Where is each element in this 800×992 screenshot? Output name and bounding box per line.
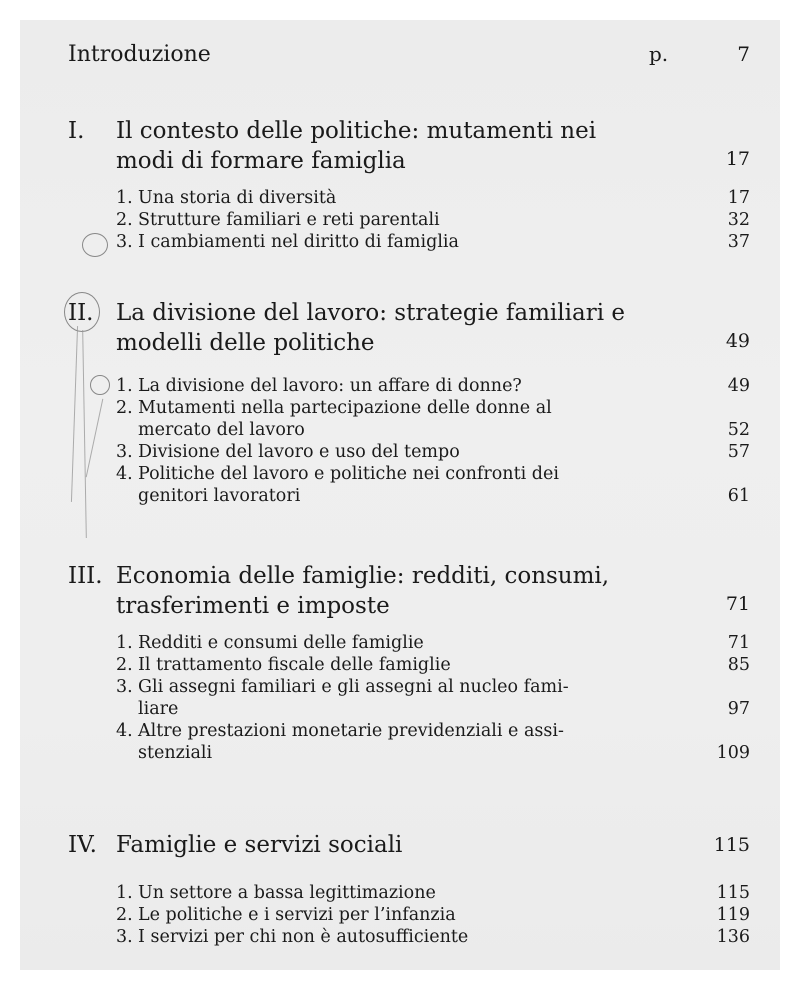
section-title: I servizi per chi non è autosufficiente (138, 927, 469, 947)
pencil-circle-icon (64, 292, 100, 332)
chapter-page: 71 (725, 593, 750, 615)
section-title-continued: genitori lavoratori (138, 486, 301, 506)
chapter-numeral: I. (68, 118, 85, 144)
introduction-title: Introduzione (68, 42, 211, 67)
section-title: Divisione del lavoro e uso del tempo (138, 442, 460, 462)
section-page: 52 (727, 420, 750, 440)
book-page (20, 20, 780, 970)
section-number: 4. (116, 464, 133, 484)
section-title-continued: liare (138, 699, 179, 719)
section-number: 2. (116, 905, 133, 925)
section-title: Gli assegni familiari e gli assegni al nucleo fami- (138, 677, 569, 697)
pencil-margin-line-icon (82, 330, 87, 538)
chapter-numeral: IV. (68, 832, 97, 858)
page-prefix: p. (649, 42, 669, 66)
section-title: I cambiamenti nel diritto di famiglia (138, 232, 459, 252)
section-title: La divisione del lavoro: un affare di donne? (138, 376, 522, 396)
section-number: 1. (116, 883, 133, 903)
chapter-title: Economia delle famiglie: redditi, consumi, trasferimenti e imposte (116, 563, 610, 619)
section-page: 136 (716, 927, 750, 947)
chapter-page: 17 (725, 148, 750, 170)
section-number: 1. (116, 633, 133, 653)
chapter-title: Famiglie e servizi sociali (116, 832, 403, 858)
section-page: 17 (727, 188, 750, 208)
section-title: Redditi e consumi delle famiglie (138, 633, 424, 653)
section-page: 119 (716, 905, 750, 925)
chapter-page: 49 (725, 330, 750, 352)
section-title: Altre prestazioni monetarie previdenziali e assi- (138, 721, 564, 741)
section-page: 85 (727, 655, 750, 675)
chapter-title: Il contesto delle politiche: mutamenti nei modi di formare famiglia (116, 118, 597, 174)
section-number: 2. (116, 655, 133, 675)
section-page: 109 (716, 743, 750, 763)
section-page: 97 (727, 699, 750, 719)
section-page: 37 (727, 232, 750, 252)
section-number: 2. (116, 210, 133, 230)
section-number: 3. (116, 927, 133, 947)
section-page: 61 (727, 486, 750, 506)
section-page: 115 (716, 883, 750, 903)
pencil-circle-icon (90, 375, 110, 395)
pencil-circle-icon (82, 233, 108, 257)
section-title-continued: stenziali (138, 743, 213, 763)
section-title: Politiche del lavoro e politiche nei confronti dei (138, 464, 559, 484)
section-page: 32 (727, 210, 750, 230)
pencil-margin-line-icon (86, 399, 104, 477)
section-title: Le politiche e i servizi per l’infanzia (138, 905, 456, 925)
chapter-title: La divisione del lavoro: strategie familiari e modelli delle politiche (116, 300, 625, 356)
section-title: Un settore a bassa legittimazione (138, 883, 436, 903)
section-page: 57 (727, 442, 750, 462)
chapter-numeral: II. (68, 300, 94, 326)
page-number: 7 (737, 42, 750, 66)
section-title: Strutture familiari e reti parentali (138, 210, 440, 230)
section-number: 3. (116, 232, 133, 252)
pencil-margin-line-icon (71, 326, 78, 502)
section-number: 4. (116, 721, 133, 741)
section-number: 2. (116, 398, 133, 418)
section-number: 1. (116, 188, 133, 208)
section-title: Una storia di diversità (138, 188, 337, 208)
chapter-page: 115 (713, 834, 750, 856)
section-number: 3. (116, 677, 133, 697)
section-title: Mutamenti nella partecipazione delle donne al (138, 398, 552, 418)
chapter-numeral: III. (68, 563, 103, 589)
section-number: 1. (116, 376, 133, 396)
section-title: Il trattamento fiscale delle famiglie (138, 655, 451, 675)
section-page: 71 (727, 633, 750, 653)
section-number: 3. (116, 442, 133, 462)
section-page: 49 (727, 376, 750, 396)
section-title-continued: mercato del lavoro (138, 420, 305, 440)
